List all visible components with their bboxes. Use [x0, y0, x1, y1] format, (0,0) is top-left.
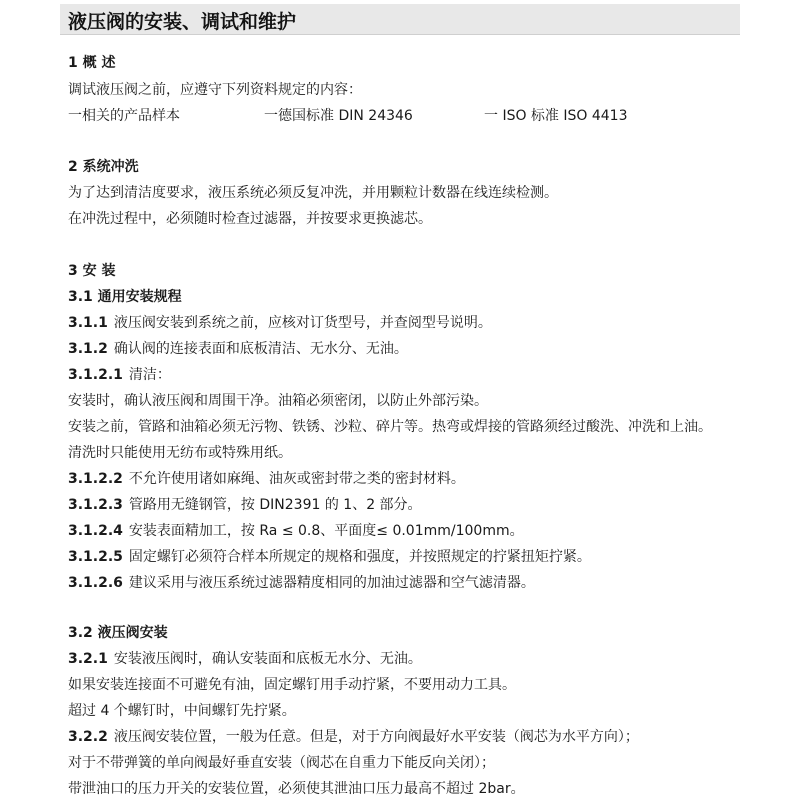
- item-number: 3.2.1: [68, 651, 108, 667]
- cleaning-para-3: 清洗时只能使用无纺布或特殊用纸。: [68, 445, 292, 461]
- subsection-3-2-heading: 3.2 液压阀安装: [68, 625, 168, 641]
- section-1-heading: 1 概 述: [68, 55, 116, 71]
- section-2-para-2: 在冲洗过程中，必须随时检查过滤器，并按要求更换滤芯。: [68, 211, 432, 227]
- item-3-1-2-6: [68, 574, 535, 592]
- section-3-heading: 3 安 装: [68, 263, 116, 279]
- item-text: 不允许使用诸如麻绳、油灰或密封带之类的密封材料。: [128, 471, 465, 487]
- item-3-1-2: [68, 340, 408, 358]
- title-bar: [60, 4, 740, 35]
- item-number: 3.1.2.4: [68, 523, 123, 539]
- item-number: 3.2.2: [68, 729, 108, 745]
- ref-din-standard: 一德国标准 DIN 24346: [264, 108, 413, 124]
- item-3-1-1: [68, 314, 492, 332]
- item-3-1-2-4: [68, 522, 524, 540]
- item-3-1-2-2: [68, 470, 465, 488]
- section-2-heading: 2 系统冲洗: [68, 159, 139, 175]
- cleaning-para-1: 安装时，确认液压阀和周围干净。油箱必须密闭，以防止外部污染。: [68, 393, 488, 409]
- item-number: 3.1.2.5: [68, 549, 123, 565]
- cleaning-para-2: 安装之前，管路和油箱必须无污物、铁锈、沙粒、碎片等。热弯或焊接的管路须经过酸洗、冲洗和上油。: [68, 419, 712, 435]
- item-3-2-2-para-1: 对于不带弹簧的单向阀最好垂直安装（阀芯在自重力下能反向关闭）；: [68, 755, 495, 771]
- item-text: 建议采用与液压系统过滤器精度相同的加油过滤器和空气滤清器。: [128, 575, 535, 591]
- item-3-1-2-5: [68, 548, 591, 566]
- item-text: 管路用无缝钢管，按 DIN2391 的 1、2 部分。: [128, 497, 422, 513]
- item-text: 安装液压阀时，确认安装面和底板无水分、无油。: [113, 651, 422, 667]
- item-number: 3.1.2.2: [68, 471, 123, 487]
- item-number: 3.1.1: [68, 315, 108, 331]
- item-text: 安装表面精加工，按 Ra ≤ 0.8、平面度≤ 0.01mm/100mm。: [128, 523, 524, 539]
- section-2-para-1: 为了达到清洁度要求，液压系统必须反复冲洗，并用颗粒计数器在线连续检测。: [68, 185, 558, 201]
- item-text: 清洁：: [128, 367, 171, 383]
- item-3-2-1-para-1: 如果安装连接面不可避免有油，固定螺钉用手动拧紧，不要用动力工具。: [68, 677, 516, 693]
- item-text: 液压阀安装到系统之前，应核对订货型号，并查阅型号说明。: [113, 315, 492, 331]
- item-3-2-2: [68, 728, 639, 746]
- item-number: 3.1.2.1: [68, 367, 123, 383]
- item-text: 确认阀的连接表面和底板清洁、无水分、无油。: [113, 341, 408, 357]
- item-3-2-1-para-2: 超过 4 个螺钉时，中间螺钉先拧紧。: [68, 703, 296, 719]
- item-text: 液压阀安装位置，一般为任意。但是，对于方向阀最好水平安装（阀芯为水平方向）；: [113, 729, 639, 745]
- page-title: 液压阀的安装、调试和维护: [68, 11, 297, 33]
- subsection-3-1-heading: 3.1 通用安装规程: [68, 289, 182, 305]
- item-number: 3.1.2.6: [68, 575, 123, 591]
- item-number: 3.1.2.3: [68, 497, 123, 513]
- item-text: 固定螺钉必须符合样本所规定的规格和强度，并按照规定的拧紧扭矩拧紧。: [128, 549, 591, 565]
- ref-product-sample: 一相关的产品样本: [68, 108, 180, 124]
- ref-iso-standard: 一 ISO 标准 ISO 4413: [484, 108, 628, 124]
- item-number: 3.1.2: [68, 341, 108, 357]
- item-3-2-2-para-2: 带泄油口的压力开关的安装位置，必须使其泄油口压力最高不超过 2bar。: [68, 781, 525, 797]
- item-3-1-2-1: [68, 366, 171, 384]
- section-1-intro: 调试液压阀之前，应遵守下列资料规定的内容：: [68, 82, 362, 98]
- item-3-1-2-3: [68, 496, 422, 514]
- item-3-2-1: [68, 650, 422, 668]
